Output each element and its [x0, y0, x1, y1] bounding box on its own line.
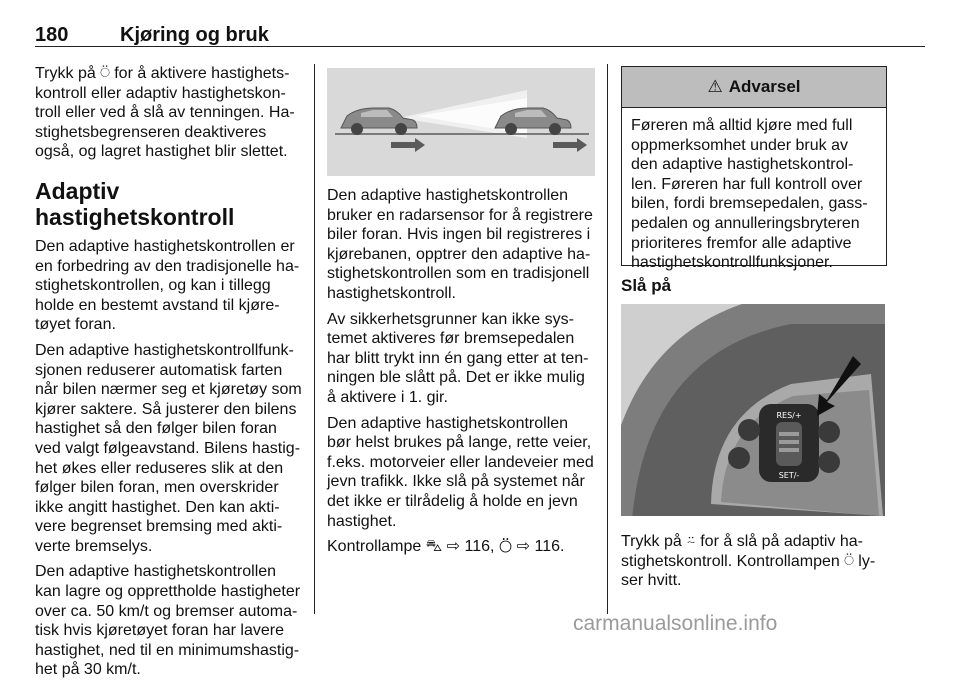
warning-text: Føreren må alltid kjøre med full oppmerksomhet under bruk av den adaptive hastighetskontrol-len. Føreren har full kontroll over bilen, fordi bremsepedalen, gass-pedalen og annulleringsbryteren prioriteres fremfor alle adaptive hastighetskontrollfunksjoner. [631, 117, 868, 272]
paragraph: Den adaptive hastighetskontrollen kan lagre og opprettholde hastigheter over ca. 50 km/t og bremser automa-tisk hvis kjøretøyet foran har lavere hastighet, ned til en minimumshastig-het på 30 km/t. [35, 563, 301, 679]
paragraph: Den adaptive hastighetskontrollfunk-sjonen reduserer automatisk farten når bilen nærmer seg et kjøretøy som kjører saktere. Så justerer den bilens hastighet så den følger bilen foran ved valgt følgeavstand. Bilens hastig-het økes eller reduseres slik at den følger bilen foran, men overskrider ikke angitt hastighet. Den kan akti-vere begrenset bremsing med akti-verte bremselys. [35, 341, 302, 555]
chapter-title: Kjøring og bruk [120, 24, 269, 46]
warning-icon: ⚠ [707, 77, 723, 96]
warning-title: Advarsel [728, 77, 801, 96]
warning-header [622, 67, 886, 108]
page-header [35, 18, 925, 47]
activation-paragraph: Trykk på ⍨ for å slå på adaptiv ha-stighetskontroll. Kontrollampen ⍥ ly-ser hvitt. [621, 533, 876, 590]
radar-illustration [327, 68, 595, 176]
steering-wheel-illustration [621, 304, 885, 516]
warning-box [621, 66, 887, 272]
column-divider [314, 64, 315, 614]
paragraph: Den adaptive hastighetskontrollen er en forbedring av den tradisjonelle ha-stighetskontrollen, og kan i tillegg holde en bestemt avstand til kjøre-tøyet foran. [35, 237, 300, 334]
intro-paragraph: Trykk på ⍥ for å aktivere hastighets-kontroll eller adaptiv hastighetskon-troll eller ved å slå av tenningen. Ha-stighetsbegrenseren deaktiveres også, og lagret hastighet blir slettet. [35, 65, 295, 161]
paragraph: Av sikkerhetsgrunner kan ikke sys-temet aktiveres før bremsepedalen har blitt trykt inn én gang etter at ten-ningen ble slått på. Det er ikke mulig å aktivere i 1. gir. [327, 310, 589, 406]
reference-line: Kontrollampe ⛍ ⇨ 116, ⍥ ⇨ 116. [327, 538, 565, 556]
watermark: carmanualsonline.info [573, 612, 778, 635]
column-divider [607, 64, 608, 614]
set-label: SET/- [778, 471, 800, 480]
section-heading: Adaptiv hastighetskontroll [35, 177, 235, 230]
subheading: Slå på [621, 276, 672, 295]
column-left [35, 64, 303, 686]
paragraph: Den adaptive hastighetskontrollen bør helst brukes på lange, rette veier, f.eks. motorveier eller landeveier med jevn trafikk. Ikke slå på systemet når det ikke er tilrådelig å holde en jevn hastighet. [327, 414, 594, 530]
column-middle [327, 186, 595, 563]
res-label: RES/+ [776, 411, 802, 420]
page-number: 180 [35, 24, 69, 46]
paragraph: Den adaptive hastighetskontrollen bruker en radarsensor for å registrere biler foran. Hvis ingen bil registreres i kjørebanen, opptrer den adaptive ha-stighetskontrollen som en tradisjonell hastighetskontroll. [327, 187, 593, 302]
